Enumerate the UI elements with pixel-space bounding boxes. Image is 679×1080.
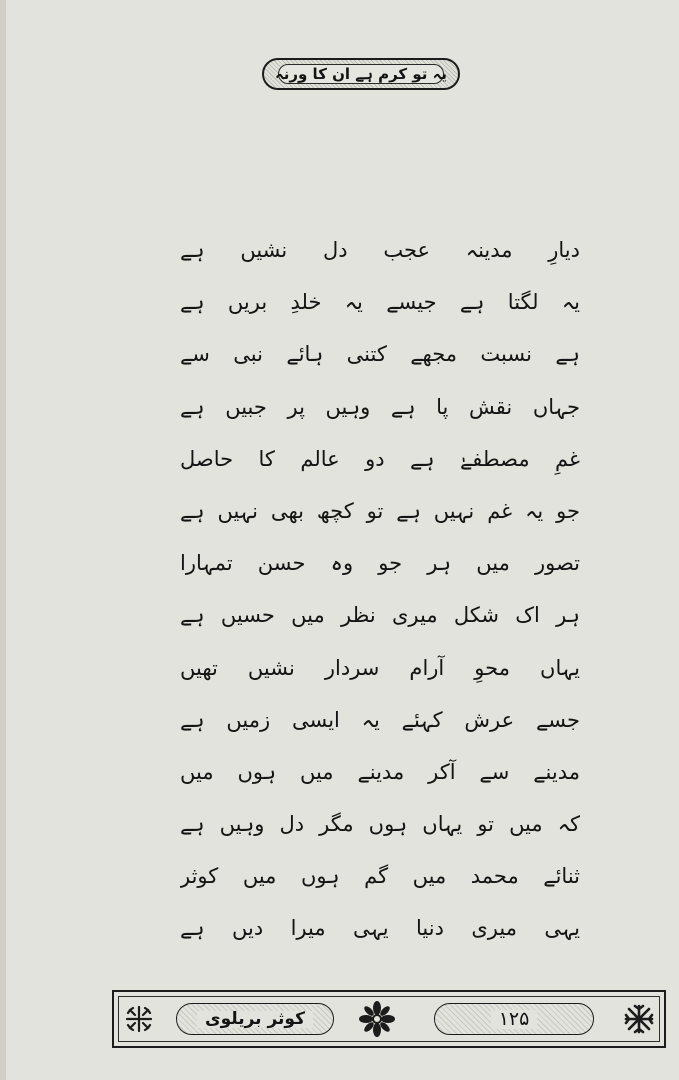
header-banner (262, 58, 460, 90)
page-footer (112, 990, 666, 1048)
page-number: ۱۲۵ (491, 1010, 538, 1029)
poem-line-3: ہے نسبت مجھے کتنی ہائے نبی سے (180, 342, 580, 367)
poem-line-1: دیارِ مدینہ عجب دل نشیں ہے (180, 238, 580, 262)
poem-line-7: تصور میں ہر جو وہ حسن تمہارا (180, 551, 580, 576)
poem-line-4: جہاں نقش پا ہے وہیں پر جبیں ہے (180, 394, 580, 419)
poem-line-9: یہاں محوِ آرام سردار نشیں تھیں (180, 655, 580, 680)
ornament-right-icon (622, 1002, 656, 1036)
poem-line-14: یہی میری دنیا یہی میرا دیں ہے (180, 916, 580, 941)
author-pill (176, 1003, 334, 1035)
poem-line-11: مدینے سے آکر مدینے میں ہوں میں (180, 759, 580, 784)
poem-line-6: جو یہ غم نہیں ہے تو کچھ بھی نہیں ہے (180, 498, 580, 523)
poem-line-8: ہر اک شکل میری نظر میں حسیں ہے (180, 603, 580, 628)
author-name: کوثر بریلوی (197, 1011, 313, 1028)
flower-ornament-icon (358, 1000, 396, 1038)
poem-line-5: غمِ مصطفےٰ ہے دو عالم کا حاصل (180, 446, 580, 471)
poem-line-13: ثنائے محمد میں گم ہوں میں کوثر (180, 864, 580, 889)
page-edge-shadow (0, 0, 6, 1080)
poem-line-2: یہ لگتا ہے جیسے یہ خلدِ بریں ہے (180, 290, 580, 315)
poem-line-12: کہ میں تو یہاں ہوں مگر دل وہیں ہے (180, 812, 580, 837)
poem-body (180, 224, 580, 955)
header-banner-inner (274, 64, 448, 84)
poem-line-10: جسے عرش کہئے یہ ایسی زمیں ہے (180, 707, 580, 732)
page-title: یہ تو کرم ہے ان کا ورنہ (274, 64, 448, 83)
page-number-pill (434, 1003, 594, 1035)
ornament-left-icon (122, 1002, 156, 1036)
